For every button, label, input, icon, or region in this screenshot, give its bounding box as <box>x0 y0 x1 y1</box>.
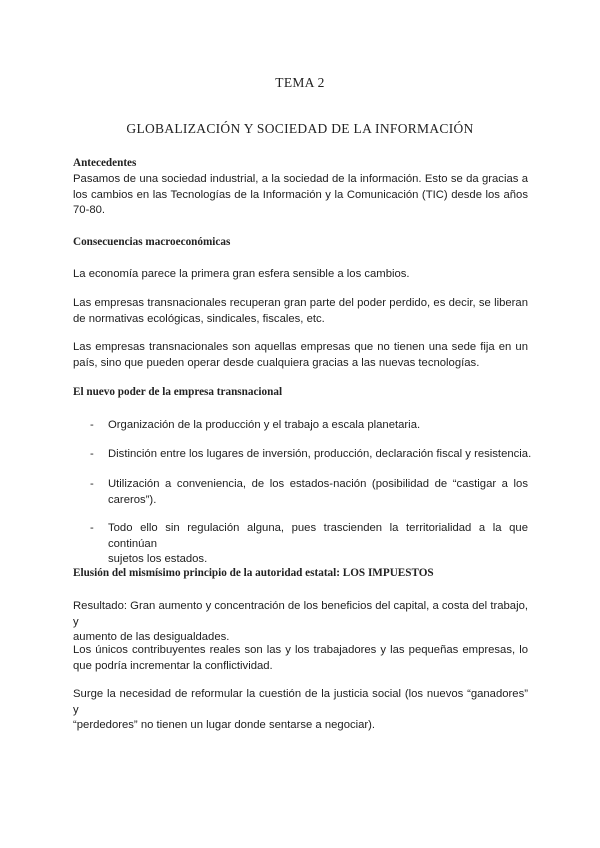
paragraph-line: los cambios en las Tecnologías de la Información y la Comunicación (TIC) desde los años <box>73 188 528 201</box>
paragraph-line: país, sino que pueden operar desde cualquiera gracias a las nuevas tecnologías. <box>73 356 480 369</box>
bullet-line: Todo ello sin regulación alguna, pues trascienden la territorialidad a la que continúan <box>108 522 528 550</box>
paragraph-elusion-3 <box>73 687 528 734</box>
paragraph-line: Los únicos contribuyentes reales son las y los trabajadores y las pequeñas empresas, lo <box>73 644 528 656</box>
paragraph-line: aumento de las desigualdades. <box>73 631 230 643</box>
paragraph-antecedentes <box>73 172 528 219</box>
paragraph-line: 70-80. <box>73 204 106 216</box>
bullet-line: sujetos los estados. <box>108 553 208 565</box>
bullet-line: Organización de la producción y el trabajo a escala planetaria. <box>108 419 421 431</box>
bullet-dash: - <box>90 419 94 431</box>
paragraph-line: Las empresas transnacionales recuperan gran parte del poder perdido, es decir, se liberan <box>73 297 528 309</box>
paragraph-line: de normativas ecológicas, sindicales, fiscales, etc. <box>73 312 325 325</box>
document-title: GLOBALIZACIÓN Y SOCIEDAD DE LA INFORMACIÓN <box>126 121 474 136</box>
heading-nuevo-poder: El nuevo poder de la empresa transnacional <box>73 386 283 398</box>
bullet-text <box>108 418 528 434</box>
heading-consecuencias: Consecuencias macroeconómicas <box>73 236 231 248</box>
bullet-line: Distinción entre los lugares de inversión, producción, declaración fiscal y resistencia. <box>108 448 532 460</box>
paragraph-line: que podría incrementar la conflictividad. <box>73 659 273 672</box>
paragraph-consecuencias-3 <box>73 340 528 371</box>
paragraph-line: Resultado: Gran aumento y concentración de los beneficios del capital, a costa del trabajo, y <box>73 600 528 628</box>
paragraph-consecuencias-2 <box>73 296 528 327</box>
paragraph-consecuencias-1: La economía parece la primera gran esfera sensible a los cambios. <box>73 268 410 280</box>
bullet-dash: - <box>90 522 94 534</box>
bullet-line: careros”). <box>108 493 157 506</box>
bullet-line: Utilización a conveniencia, de los estados-nación (posibilidad de “castigar a los <box>108 478 528 490</box>
bullet-dash: - <box>90 448 94 460</box>
bullet-text <box>108 447 532 463</box>
paragraph-elusion-2 <box>73 643 528 674</box>
paragraph-line: Pasamos de una sociedad industrial, a la sociedad de la información. Esto se da gracias a <box>73 173 528 185</box>
bullet-text <box>108 521 528 568</box>
paragraph-line: Las empresas transnacionales son aquellas empresas que no tienen una sede fija en un <box>73 341 528 353</box>
tema-label: TEMA 2 <box>275 75 325 90</box>
paragraph-line: Surge la necesidad de reformular la cuestión de la justicia social (los nuevos “ganadores” y <box>73 688 528 716</box>
paragraph-line: “perdedores” no tienen un lugar donde sentarse a negociar). <box>73 719 376 731</box>
heading-elusion: Elusión del mismísimo principio de la autoridad estatal: LOS IMPUESTOS <box>73 567 434 579</box>
bullet-text <box>108 477 528 508</box>
bullet-dash: - <box>90 478 94 490</box>
heading-antecedentes: Antecedentes <box>73 157 137 169</box>
paragraph-elusion-1 <box>73 599 528 646</box>
